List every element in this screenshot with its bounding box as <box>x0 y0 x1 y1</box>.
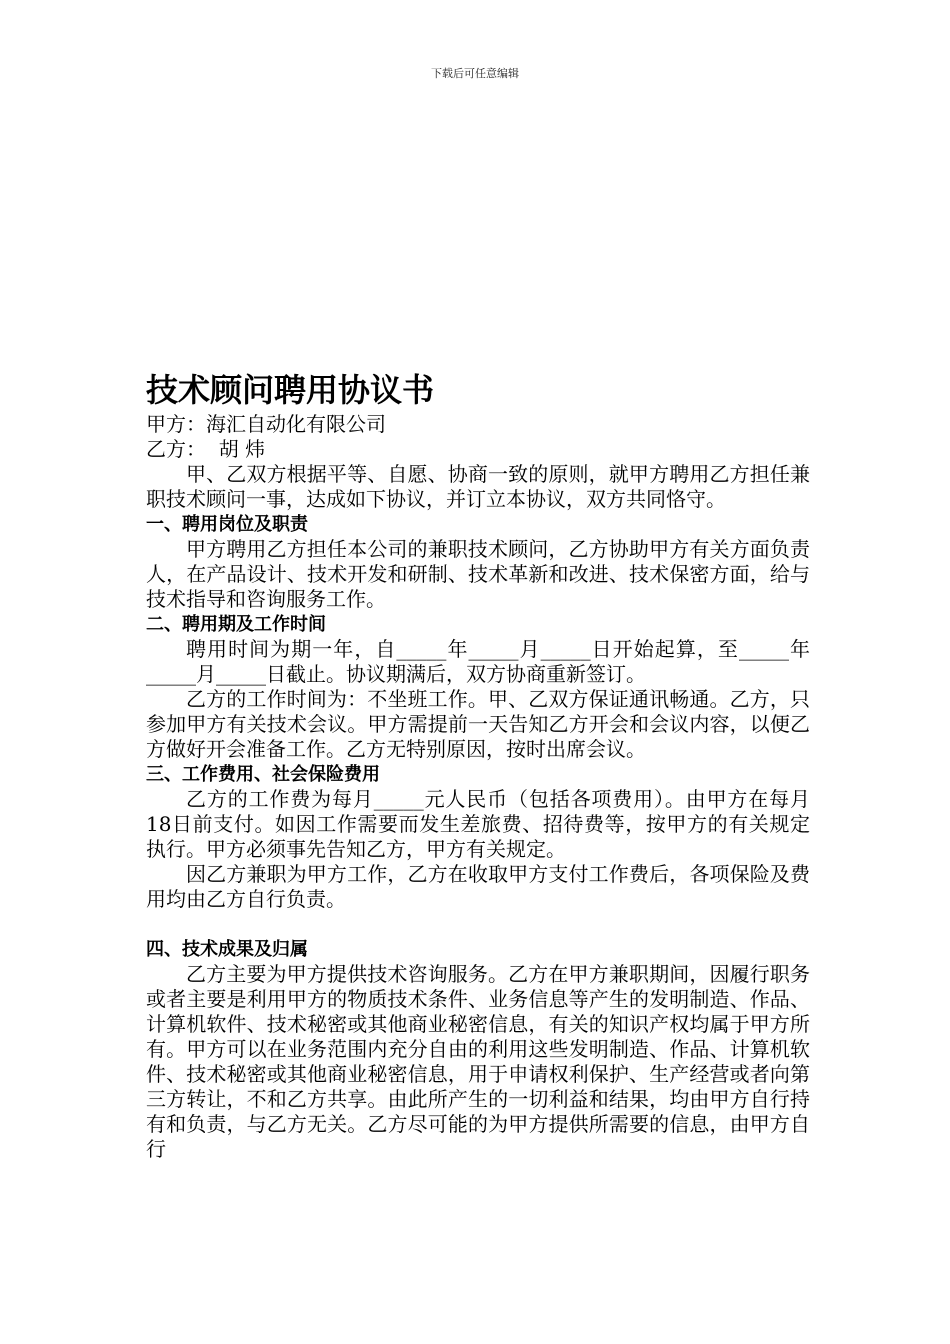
document-title: 技术顾问聘用协议书 <box>146 371 435 409</box>
section-heading-3: 三、工作费用、社会保险费用 <box>146 764 380 785</box>
header-note: 下载后可任意编辑 <box>431 67 519 80</box>
section-4-paragraph-1: 乙方主要为甲方提供技术咨询服务。乙方在甲方兼职期间，因履行职务或者主要是利用甲方的物质技术条件、业务信息等产生的发明制造、作品、计算机软件、技术秘密或其他商业秘密信息，有关的知识产权均属于甲方所有。甲方可以在业务范围内充分自由的利用这些发明制造、作品、计算机软件、技术秘密或其他商业秘密信息，用于申请权利保护、生产经营或者向第三方转让，不和乙方共享。由此所产生的一切利益和结果，均由甲方自行持有和负责，与乙方无关。乙方尽可能的为甲方提供所需要的信息，由甲方自行 <box>146 962 810 1161</box>
section-heading-2: 二、聘用期及工作时间 <box>146 614 326 635</box>
party-a: 甲方：海汇自动化有限公司 <box>146 412 386 436</box>
party-b: 乙方： 胡 炜 <box>146 437 266 461</box>
section-3-paragraph-1: 乙方的工作费为每月_____元人民币（包括各项费用）。由甲方在每月18日前支付。如因工作需要而发生差旅费、招待费等，按甲方的有关规定执行。甲方必须事先告知乙方，甲方有关规定。 <box>146 787 810 861</box>
section-heading-4: 四、技术成果及归属 <box>146 939 308 960</box>
section-3-paragraph-2: 因乙方兼职为甲方工作，乙方在收取甲方支付工作费后，各项保险及费用均由乙方自行负责。 <box>146 862 810 911</box>
document-body <box>146 368 810 1162</box>
section-1-paragraph-1: 甲方聘用乙方担任本公司的兼职技术顾问，乙方协助甲方有关方面负责人，在产品设计、技术开发和研制、技术革新和改进、技术保密方面，给与技术指导和咨询服务工作。 <box>146 537 810 611</box>
blank-line <box>146 912 810 937</box>
section-heading-1: 一、聘用岗位及职责 <box>146 514 308 535</box>
section-2-paragraph-1: 聘用时间为期一年，自_____年_____月_____日开始起算，至_____年_____月_____日截止。协议期满后，双方协商重新签订。 <box>146 637 810 686</box>
section-2-paragraph-2: 乙方的工作时间为：不坐班工作。甲、乙双方保证通讯畅通。乙方，只参加甲方有关技术会议。甲方需提前一天告知乙方开会和会议内容，以便乙方做好开会准备工作。乙方无特别原因，按时出席会议。 <box>146 687 810 761</box>
intro-paragraph: 甲、乙双方根据平等、自愿、协商一致的原则，就甲方聘用乙方担任兼职技术顾问一事，达成如下协议，并订立本协议，双方共同恪守。 <box>146 462 810 511</box>
